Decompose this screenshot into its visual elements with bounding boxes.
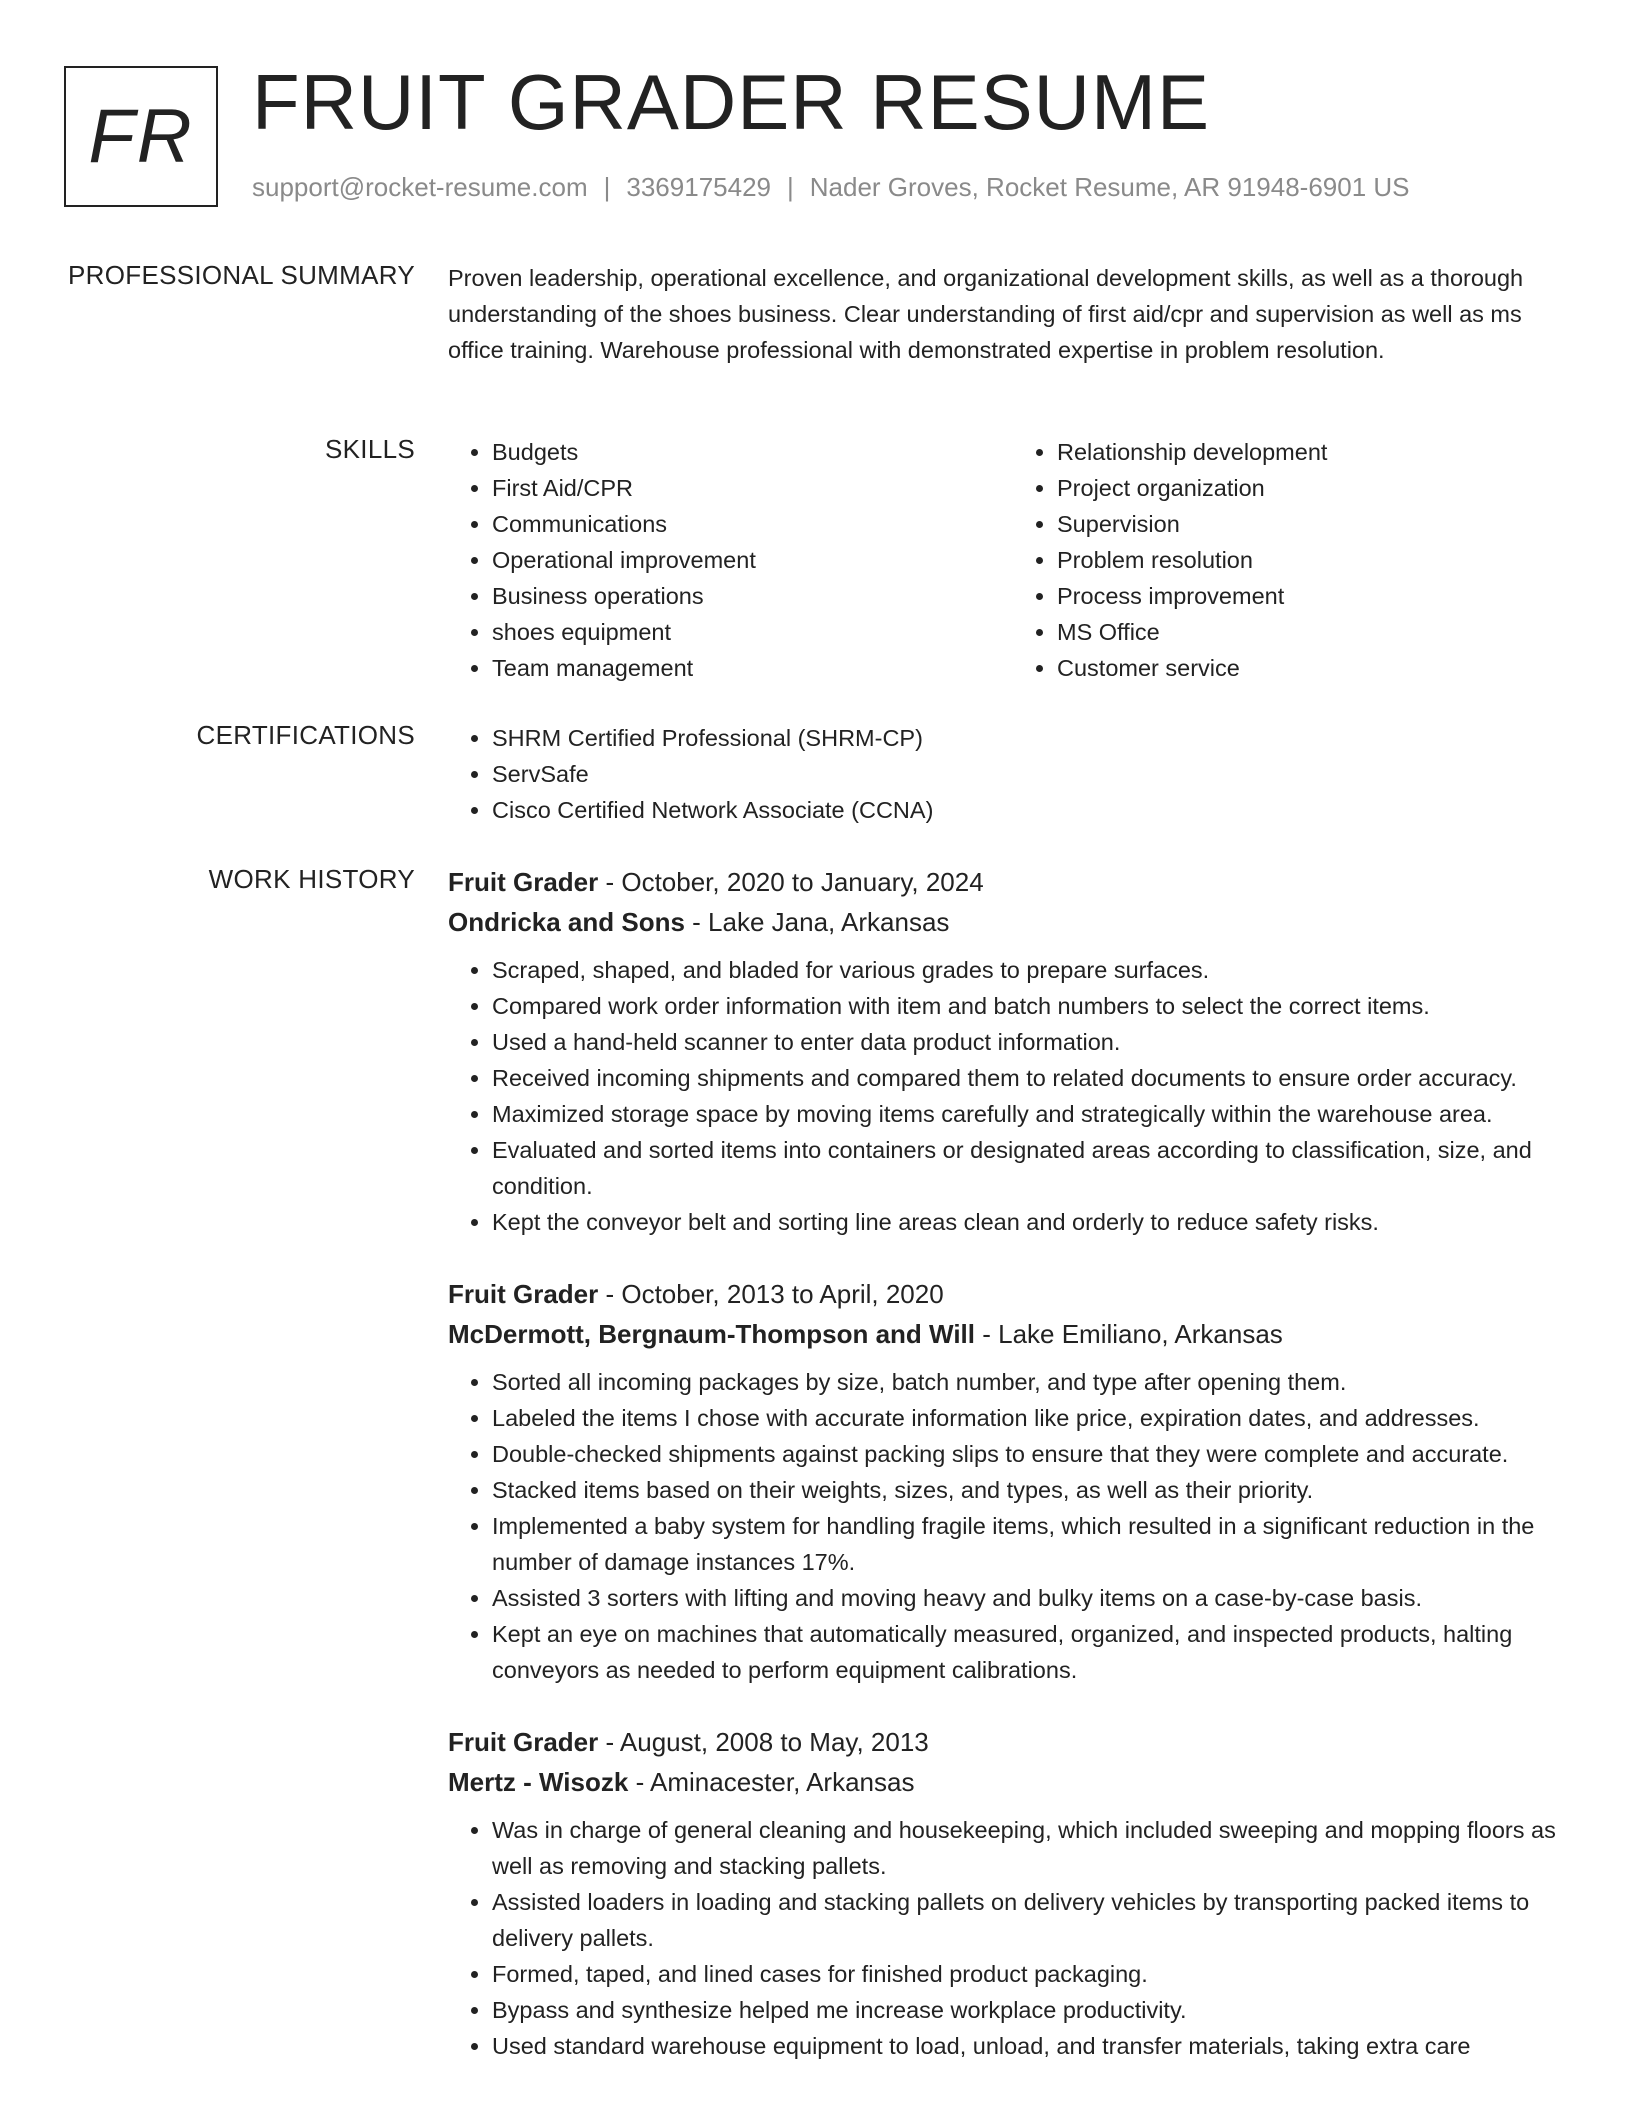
contact-separator: | [787,172,794,202]
list-item: • Bypass and synthesize helped me increase workplace productivity. [492,1992,1578,2028]
list-item: • Kept the conveyor belt and sorting line areas clean and orderly to reduce safety risks. [492,1204,1578,1240]
list-item: • Implemented a baby system for handling fragile items, which resulted in a significant reduction in the number of damage instances 17%. [492,1508,1578,1580]
monogram-initials: FR [88,94,194,179]
job-bullets [448,1364,1578,1688]
job-title-line [448,862,1578,902]
list-item: • Used a hand-held scanner to enter data product information. [492,1024,1578,1060]
summary-label: PROFESSIONAL SUMMARY [68,260,415,290]
list-item: • Communications [492,506,1013,542]
list-item: • Stacked items based on their weights, sizes, and types, as well as their priority. [492,1472,1578,1508]
job-location: - Lake Jana, Arkansas [684,907,950,937]
list-item: • Was in charge of general cleaning and housekeeping, which included sweeping and mopping floors as well as removing and stacking pallets. [492,1812,1578,1884]
resume-title: FRUIT GRADER RESUME [252,58,1210,146]
skills-label: SKILLS [325,434,415,464]
list-item: • Labeled the items I chose with accurate information like price, expiration dates, and addresses. [492,1400,1578,1436]
monogram-box [64,66,218,207]
job-company: McDermott, Bergnaum-Thompson and Will [448,1319,975,1349]
job-entry [448,862,1578,1240]
job-title-line [448,1274,1578,1314]
list-item: • shoes equipment [492,614,1013,650]
list-item: • Process improvement [1057,578,1578,614]
contact-separator: | [603,172,611,202]
contact-line [252,172,1410,203]
list-item: • Problem resolution [1057,542,1578,578]
list-item: • SHRM Certified Professional (SHRM-CP) [492,720,1578,756]
list-item: • ServSafe [492,756,1578,792]
list-item: • Compared work order information with item and batch numbers to select the correct items. [492,988,1578,1024]
work-history-jobs [448,862,1578,2098]
work-history-label: WORK HISTORY [208,864,415,894]
job-dates: - August, 2008 to May, 2013 [598,1727,929,1757]
summary-text: Proven leadership, operational excellence, and organizational development skills, as well as a thorough understanding of the shoes business. Clear understanding of first aid/cpr and supervision as well as ms office training. Warehouse professional with demonstrated expertise in problem resolution. [448,265,1524,363]
job-bullets [448,952,1578,1240]
list-item: • Kept an eye on machines that automatically measured, organized, and inspected products, halting conveyors as needed to perform equipment calibrations. [492,1616,1578,1688]
list-item: • Double-checked shipments against packing slips to ensure that they were complete and accurate. [492,1436,1578,1472]
job-company: Mertz - Wisozk [448,1767,629,1797]
list-item: • Business operations [492,578,1013,614]
certifications-label: CERTIFICATIONS [196,720,415,750]
job-company: Ondricka and Sons [448,907,685,937]
job-entry [448,1722,1578,2064]
list-item: • Relationship development [1057,434,1578,470]
list-item: • First Aid/CPR [492,470,1013,506]
list-item: • Assisted 3 sorters with lifting and moving heavy and bulky items on a case-by-case basis. [492,1580,1578,1616]
list-item: • Team management [492,650,1013,686]
list-item: • Project organization [1057,470,1578,506]
job-title: Fruit Grader [448,1727,599,1757]
list-item: • Cisco Certified Network Associate (CCNA) [492,792,1578,828]
list-item: • Customer service [1057,650,1578,686]
job-location: - Aminacester, Arkansas [628,1767,915,1797]
job-company-line [448,1762,1578,1802]
contact-address: Nader Groves, Rocket Resume, AR 91948-6901 US [809,172,1410,202]
job-title: Fruit Grader [448,1279,599,1309]
job-title-line [448,1722,1578,1762]
list-item: • Budgets [492,434,1013,470]
certifications-list [448,720,1578,828]
contact-phone: 3369175429 [626,172,771,202]
list-item: • Assisted loaders in loading and stacking pallets on delivery vehicles by transporting packed items to delivery pallets. [492,1884,1578,1956]
list-item: • Supervision [1057,506,1578,542]
list-item: • Maximized storage space by moving items carefully and strategically within the warehouse area. [492,1096,1578,1132]
list-item: • Received incoming shipments and compared them to related documents to ensure order accuracy. [492,1060,1578,1096]
job-company-line [448,1314,1578,1354]
job-company-line [448,902,1578,942]
job-dates: - October, 2013 to April, 2020 [598,1279,944,1309]
job-title: Fruit Grader [448,867,599,897]
list-item: • Operational improvement [492,542,1013,578]
list-item: • Formed, taped, and lined cases for finished product packaging. [492,1956,1578,1992]
job-location: - Lake Emiliano, Arkansas [975,1319,1283,1349]
list-item: • Scraped, shaped, and bladed for various grades to prepare surfaces. [492,952,1578,988]
list-item: • Sorted all incoming packages by size, batch number, and type after opening them. [492,1364,1578,1400]
skills-list-right [1013,434,1578,686]
list-item: • Evaluated and sorted items into containers or designated areas according to classification, size, and condition. [492,1132,1578,1204]
contact-email: support@rocket-resume.com [252,172,588,202]
list-item: • MS Office [1057,614,1578,650]
list-item: • Used standard warehouse equipment to load, unload, and transfer materials, taking extra care [492,2028,1578,2064]
job-bullets [448,1812,1578,2064]
job-dates: - October, 2020 to January, 2024 [598,867,984,897]
job-entry [448,1274,1578,1688]
skills-list-left [448,434,1013,686]
